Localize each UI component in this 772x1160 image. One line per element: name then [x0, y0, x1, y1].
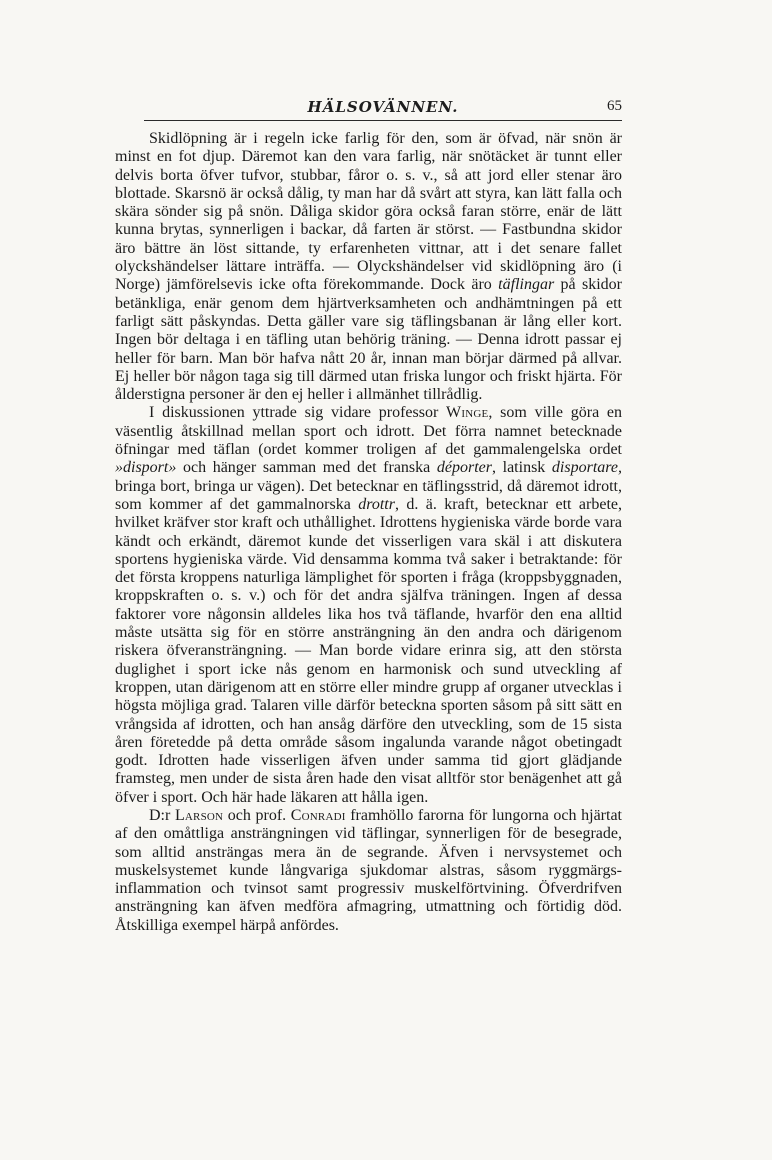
paragraph — [115, 807, 622, 935]
paragraph — [115, 130, 622, 404]
paragraph-text: Winge — [446, 404, 489, 422]
paragraph-text: framhöllo farorna för lungorna och hjärtat af den omåttliga ansträngningen vid täflingar, synnerligen för de besegrade, som alltid ansträngas mera än de segrande. Äfven i nervsystemet och muskelsystemet kunde långvariga sjukdomar alstras, såsom ryggmärgs-inflammation och tvinsot samt progressiv muskelförtvining. Öfverdrifven ansträngning kan äfven medföra afmagring, utmattning och förtidig död. Åtskilliga exempel härpå anfördes. — [115, 806, 623, 934]
paragraph-text: Skidlöpning är i regeln icke farlig för den, som är öfvad, när snön är minst en fot djup. Däremot kan den vara farlig, när snötäcket är tunnt eller delvis borta öfver tufvor, stubbar, fåror o. s. v., så att jord eller stenar äro blottade. Skarsnö är också dålig, ty man har då svårt att styra, kan lätt falla och skära sönder sig på snön. Dåliga skidor göra också faran större, enär de lätt kunna brytas, synnerligen i backar, då farten är störst. — Fastbundna skidor äro bättre än löst sittande, ty erfarenheten vittnar, att i det senare fallet olyckshändelser lättare inträffa. — Olyckshändelser vid skidlöpning äro (i Norge) jämförelsevis icke ofta förekommande. Dock äro — [115, 130, 622, 294]
paragraph-text: , som ville göra en väsentlig åtskillnad mellan sport och idrott. Det förra namnet betecknade öfningar med täflan (ordet kommer troligen af det gammalengelska ordet — [115, 404, 623, 459]
header-title: HÄLSOVÄNNEN. — [307, 98, 459, 116]
paragraph-text: I diskussionen yttrade sig vidare professor — [149, 404, 447, 422]
page-number: 65 — [607, 98, 622, 114]
body-text — [115, 130, 622, 935]
paragraph-text: »disport» — [115, 459, 177, 477]
running-header — [144, 96, 622, 124]
paragraph-text: disportare, — [551, 459, 622, 477]
paragraph-text: déporter — [436, 459, 492, 477]
paragraph-text: , d. ä. kraft, betecknar ett arbete, hvilket kräfver stor kraft och uthållighet. Idrottens hygieniska värde borde vara kändt och erkändt, däremot kunde det visserligen vara skäl i att diskutera sportens hygieniska värde. Vid densamma komma två saker i betraktande: för det första kroppens naturliga lämplighet för sporten i fråga (kroppsbyggnaden, kroppskraften o. s. v.) och för det andra själfva träningen. Ingen af dessa faktorer vore någonsin alldeles lika hos två täflande, hvarför den ena alltid måste utsätta sig för en större ansträngning än den andra och därigenom riskera öfveransträngning. — Man borde vidare erinra sig, att den största duglighet i sport icke nås genom en harmonisk och sund utveckling af kroppen, utan därigenom att en större eller mindre grupp af organer utvecklas i högsta möjliga grad. Talaren ville därför beteckna sporten såsom på sitt sätt en vrångsida af idrotten, och han ansåg därföre den utveckling, som de 15 sista åren företedde på detta område såsom ingalunda varande något obetingadt godt. Idrotten hade visserligen äfven under samma tid gjort glädjande framsteg, men under de sista åren hade den visat alltför stor benägenhet att gå öfver i sport. Och här hade läkaren att hålla igen. — [115, 495, 622, 806]
paragraph-text: D:r — [149, 806, 175, 824]
paragraph-text: och hänger samman med det franska — [176, 459, 437, 477]
paragraph-text: bringa bort, bringa ur vägen). Det betecknar en täflingsstrid, då däremot idrott, som kommer af det gammalnorska — [115, 477, 622, 513]
paragraph-text: och prof. — [223, 806, 291, 824]
paragraph-text: täflingar — [498, 276, 555, 294]
paragraph — [115, 404, 622, 807]
paragraph-text: drottr — [358, 495, 395, 513]
paragraph-text: på skidor betänkliga, enär genom dem hjärtverksamheten och andhämtningen på ett farligt sätt påskyndas. Detta gäller vare sig täflingsbanan är lång eller kort. Ingen bör deltaga i en täfling utan behörig träning. — Denna idrott passar ej heller för barn. Man bör hafva nått 20 år, innan man börjar därmed på allvar. Ej heller bör någon taga sig till därmed utan friska lungor och friskt hjärta. För ålderstigna personer är den ej heller i allmänhet tillrådlig. — [115, 276, 622, 404]
paragraph-text: Larson — [174, 806, 224, 824]
paragraph-text: , latinsk — [492, 459, 552, 477]
paragraph-text: Conradi — [290, 806, 346, 824]
header-rule — [144, 120, 622, 121]
